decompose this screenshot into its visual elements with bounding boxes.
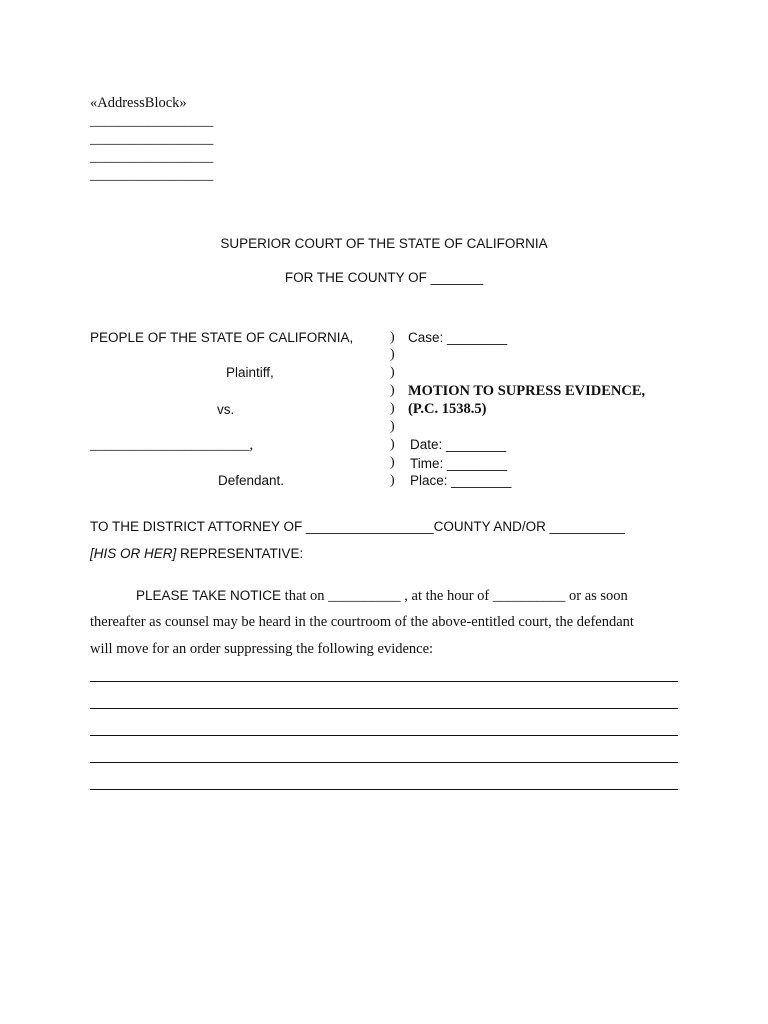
his-or-her-placeholder: [HIS OR HER]	[90, 546, 177, 561]
county-line: FOR THE COUNTY OF _______	[284, 270, 484, 285]
caption-paren: )	[390, 365, 395, 380]
addressee-line: TO THE DISTRICT ATTORNEY OF _________________COUNTY AND/OR __________	[90, 519, 625, 534]
notice-line-3: will move for an order suppressing the following evidence:	[90, 641, 434, 657]
hearing-date-field[interactable]: Date: ________	[410, 437, 507, 452]
evidence-line[interactable]	[90, 681, 678, 682]
address-line-4[interactable]: _________________	[90, 167, 214, 183]
vs-label: vs.	[217, 402, 235, 417]
caption-paren: )	[390, 330, 395, 345]
notice-line-1-text: that on __________ , at the hour of __________ or as soon	[281, 588, 628, 604]
people-of-state: PEOPLE OF THE STATE OF CALIFORNIA,	[90, 330, 354, 345]
caption-paren: )	[390, 473, 395, 488]
addressee-representative	[90, 546, 303, 561]
motion-title: MOTION TO SUPRESS EVIDENCE,	[408, 383, 646, 399]
caption-paren: )	[390, 347, 395, 362]
court-title: SUPERIOR COURT OF THE STATE OF CALIFORNIA	[220, 236, 548, 251]
evidence-line[interactable]	[90, 735, 678, 736]
address-line-3[interactable]: _________________	[90, 149, 214, 165]
plaintiff-label: Plaintiff,	[226, 365, 274, 380]
evidence-line[interactable]	[90, 708, 678, 709]
motion-code: (P.C. 1538.5)	[408, 401, 487, 417]
address-line-2[interactable]: _________________	[90, 131, 214, 147]
caption-paren: )	[390, 437, 395, 452]
case-number-field[interactable]: Case: ________	[408, 330, 508, 345]
evidence-line[interactable]	[90, 789, 678, 790]
representative-label: REPRESENTATIVE:	[176, 546, 304, 561]
caption-paren: )	[390, 383, 395, 398]
caption-paren: )	[390, 419, 395, 434]
address-block-placeholder: «AddressBlock»	[90, 95, 187, 111]
address-line-1[interactable]: _________________	[90, 113, 214, 129]
evidence-line[interactable]	[90, 762, 678, 763]
notice-line-1	[136, 588, 628, 605]
notice-line-2: thereafter as counsel may be heard in the courtroom of the above-entitled court, the defendant	[90, 614, 634, 630]
caption-paren: )	[390, 401, 395, 416]
defendant-label: Defendant.	[218, 473, 285, 488]
hearing-time-field[interactable]: Time: ________	[410, 456, 508, 471]
hearing-place-field[interactable]: Place: ________	[410, 473, 512, 488]
please-take-notice: PLEASE TAKE NOTICE	[136, 588, 282, 603]
defendant-name-line[interactable]: ______________________,	[90, 437, 254, 453]
caption-paren: )	[390, 455, 395, 470]
